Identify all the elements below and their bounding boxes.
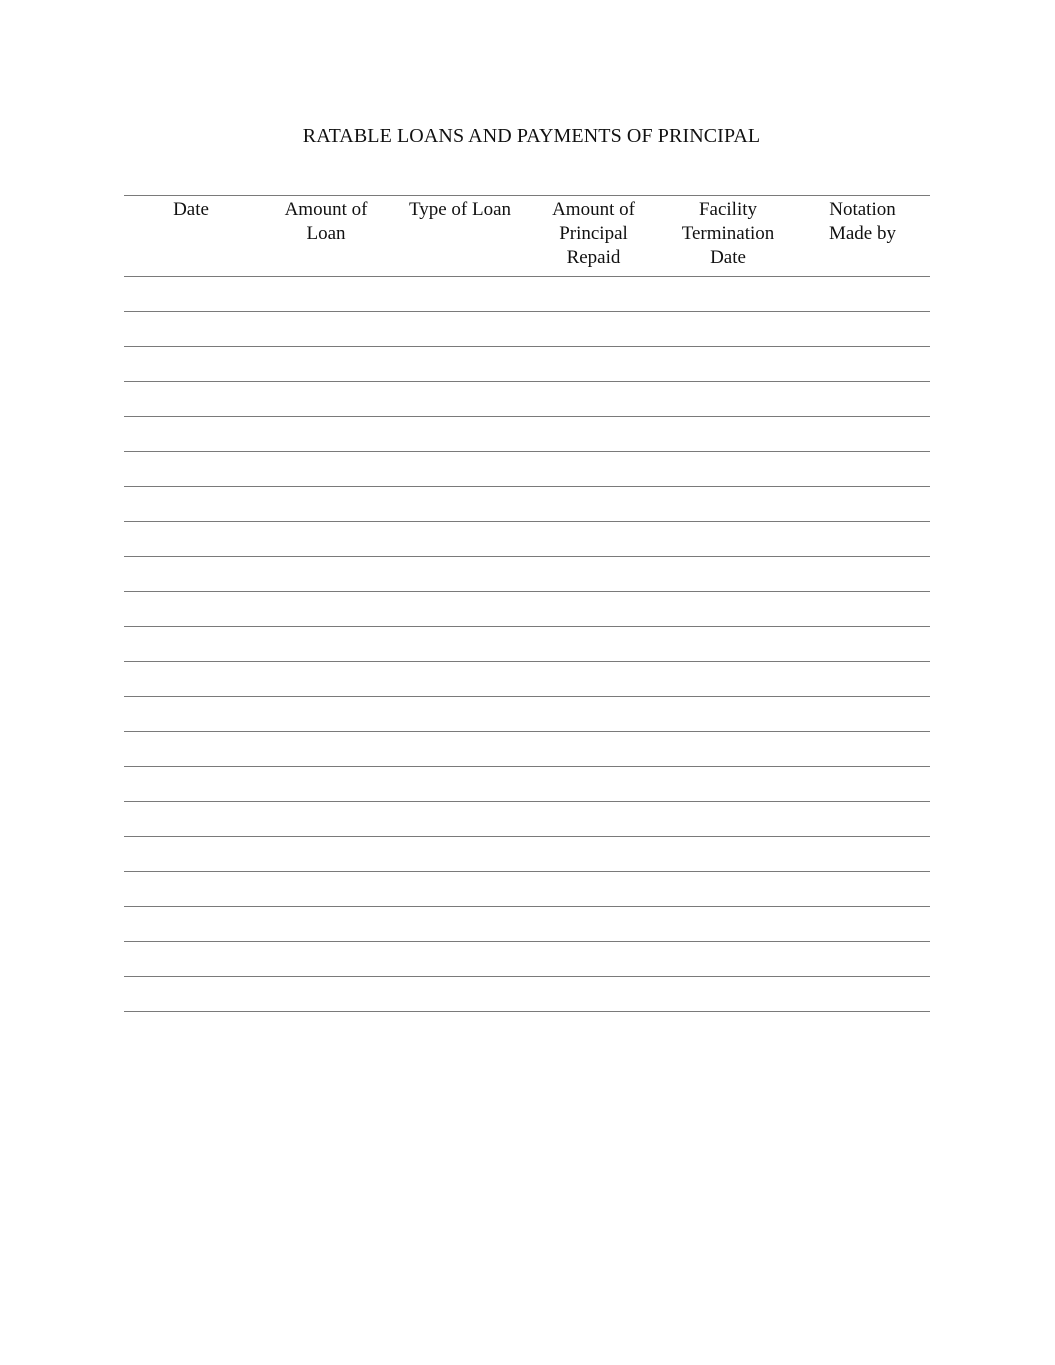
table-row bbox=[124, 662, 930, 697]
column-header-type-of-loan: Type of Loan bbox=[408, 199, 512, 220]
table-row bbox=[124, 872, 930, 907]
table-row bbox=[124, 942, 930, 977]
column-header-amount-of-loan: Amount of Loan bbox=[284, 199, 368, 244]
column-header-notation-made-by: Notation Made by bbox=[828, 199, 896, 244]
table-body bbox=[124, 277, 930, 1012]
table-row bbox=[124, 487, 930, 522]
table-header-row bbox=[124, 195, 930, 277]
table-row bbox=[124, 907, 930, 942]
table-row bbox=[124, 522, 930, 557]
table-row bbox=[124, 767, 930, 802]
table-row bbox=[124, 697, 930, 732]
table-row bbox=[124, 627, 930, 662]
column-header-facility-termination-date: Facility Termination Date bbox=[681, 199, 775, 268]
column-header-date: Date bbox=[173, 199, 209, 220]
table-row bbox=[124, 417, 930, 452]
page-title: RATABLE LOANS AND PAYMENTS OF PRINCIPAL bbox=[302, 125, 761, 147]
table-row bbox=[124, 977, 930, 1012]
table-row bbox=[124, 732, 930, 767]
table-row bbox=[124, 557, 930, 592]
loan-ledger-table bbox=[124, 195, 930, 1012]
table-row bbox=[124, 592, 930, 627]
column-header-amount-of-principal-repaid: Amount of Principal Repaid bbox=[552, 199, 635, 268]
table-row bbox=[124, 277, 930, 312]
table-row bbox=[124, 802, 930, 837]
table-row bbox=[124, 347, 930, 382]
table-row bbox=[124, 452, 930, 487]
table-row bbox=[124, 312, 930, 347]
table-row bbox=[124, 837, 930, 872]
table-row bbox=[124, 382, 930, 417]
